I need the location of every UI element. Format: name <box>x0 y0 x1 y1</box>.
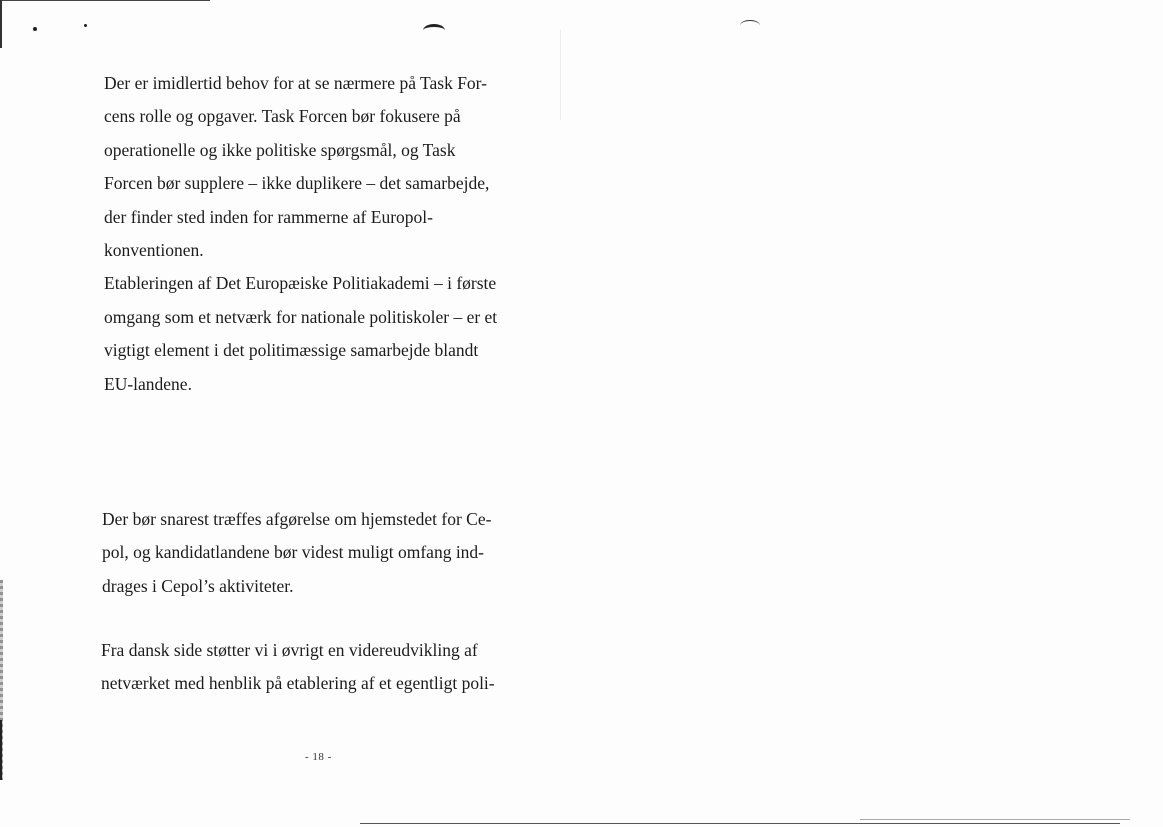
scan-speck-dot <box>33 27 37 31</box>
text-line: der finder sted inden for rammerne af Europol- <box>104 206 433 227</box>
text-line: vigtigt element i det politimæssige samarbejde blandt <box>104 340 479 361</box>
text-line: Der bør snarest træffes afgørelse om hjemstedet for Ce- <box>102 509 492 529</box>
paragraph-danish-position <box>101 634 495 701</box>
text-line: netværket med henblik på etablering af et egentligt poli- <box>101 673 495 694</box>
scan-edge-bottom <box>360 823 1120 824</box>
text-line: Forcen bør supplere – ikke duplikere – det samarbejde, <box>104 173 490 194</box>
scan-faint-line <box>560 30 561 120</box>
scan-edge-bottom-faint <box>860 819 1130 820</box>
scan-edge-left-dark <box>0 720 2 780</box>
paragraph-cepol <box>102 503 491 603</box>
text-line: cens rolle og opgaver. Task Forcen bør fokusere på <box>104 106 461 127</box>
scan-speck-dot <box>84 24 87 27</box>
text-line: EU-landene. <box>104 373 192 394</box>
text-line: drages i Cepol’s aktiviteter. <box>102 575 294 596</box>
text-line: konventionen. <box>104 240 204 261</box>
text-line: operationelle og ikke politiske spørgsmål, og Task <box>104 139 456 160</box>
punch-hole-mark <box>740 20 760 31</box>
text-line: Etableringen af Det Europæiske Politiakademi – i første <box>104 273 497 294</box>
text-line: Fra dansk side støtter vi i øvrigt en videreudvikling af <box>101 640 478 660</box>
text-line: pol, og kandidatlandene bør videst muligt omfang ind- <box>102 542 485 563</box>
paragraph-task-force <box>104 67 497 401</box>
text-line: Der er imidlertid behov for at se nærmere på Task For- <box>104 73 487 93</box>
text-line: omgang som et netværk for nationale politiskoler – er et <box>104 306 498 327</box>
page-number: - 18 - <box>305 751 332 763</box>
punch-hole-mark <box>423 24 445 37</box>
scan-edge-top <box>0 0 210 1</box>
scan-edge-left-top <box>0 0 2 48</box>
